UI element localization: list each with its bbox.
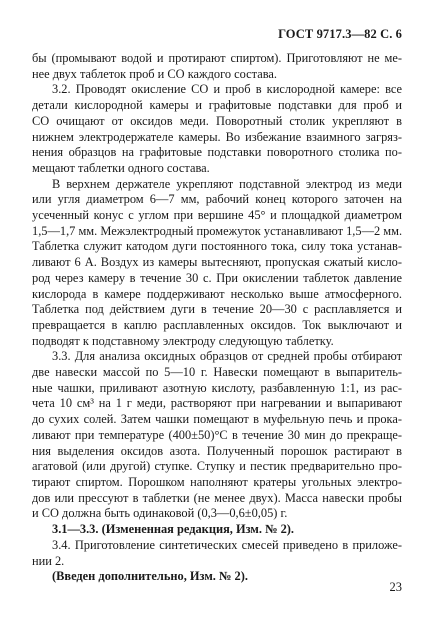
paragraph-continuation <box>32 51 402 82</box>
text-line: (Введен дополнительно, Изм. № 2). <box>52 569 248 584</box>
text-line: СО очищают от оксидов меди. Поворотный столик укрепляют в <box>32 113 402 128</box>
text-line: агатовой (или другой) ступке. Ступку и пестик предварительно про- <box>32 459 402 474</box>
addition-note <box>32 569 402 585</box>
text-line: детали кислородной камеры и графитовые подставки для проб и <box>32 98 402 113</box>
text-line: подводят к подставному электроду следующую таблетку. <box>32 333 334 348</box>
text-line: или угля диаметром 6—7 мм, рабочий конец которого заточен на <box>32 192 402 207</box>
text-line: ния выделения оксидов азота. Полученный порошок растирают в <box>32 443 402 458</box>
text-line: Таблетка служит катодом дуги постоянного тока, силу тока устанав- <box>32 239 402 254</box>
text-line: 3.2. Проводят окисление СО и проб в кислородной камере: все <box>52 82 402 97</box>
document-header: ГОСТ 9717.3—82 С. 6 <box>278 27 402 41</box>
text-line: нижнем электродержателе камеры. Во избежание взаимного загряз- <box>32 129 402 144</box>
text-line: мещают таблетки одного состава. <box>32 160 210 175</box>
text-line: чета 10 см³ на 1 г меди, растворяют при нагревании и выпаривают <box>32 396 402 411</box>
paragraph-3-2 <box>32 82 402 176</box>
text-line: и СО должна быть одинаковой (0,3—0,6±0,05) г. <box>32 506 288 521</box>
text-line: род через камеру в течение 30 с. При окислении таблеток давление <box>32 270 402 285</box>
text-line: до сухих солей. Затем чашки помещают в муфельную печь и прока- <box>32 412 402 427</box>
text-line: 3.4. Приготовление синтетических смесей приведено в приложе- <box>52 537 402 552</box>
text-line: 3.1—3.3. (Измененная редакция, Изм. № 2). <box>52 522 295 537</box>
text-line: нии 2. <box>32 553 65 568</box>
page-number: 23 <box>389 580 402 594</box>
text-line: ливают при температуре (400±50)°С в течение 30 мин до прекраще- <box>32 427 402 442</box>
text-line: 3.3. Для анализа оксидных образцов от средней пробы отбирают <box>52 349 402 364</box>
text-line: две навески массой по 5—10 г. Навески помещают в выпаритель- <box>32 365 402 380</box>
text-line: нее двух таблеток проб и СО каждого состава. <box>32 66 278 81</box>
text-line: кислорода в камере поддерживают несколько выше атмосферного. <box>32 286 402 301</box>
text-line: 1,5—1,7 мм. Межэлектродный промежуток устанавливают 1,5—2 мм. <box>32 223 403 238</box>
document-body <box>32 51 402 585</box>
amendment-note <box>32 522 402 538</box>
text-line: превращается в каплю расплавленных оксидов. Ток выключают и <box>32 317 402 332</box>
paragraph-upper-holder <box>32 177 402 350</box>
text-line: усеченный конус с углом при вершине 45° и площадкой диаметром <box>32 208 402 223</box>
text-line: бы (промывают водой и протирают спиртом). Приготовляют не ме- <box>32 51 402 65</box>
paragraph-3-4 <box>32 538 402 569</box>
text-line: тирают спиртом. Порошком наполняют кратеры угольных электро- <box>32 474 402 489</box>
text-line: ливают 6 А. Воздух из камеры вытесняют, пропуская сжатый кисло- <box>32 255 402 270</box>
text-line: нения образцов на графитовые подставки поворотного столика по- <box>32 145 402 160</box>
text-line: ные чашки, приливают азотную кислоту, разбавленную 1:1, из рас- <box>32 380 402 395</box>
text-line: Таблетка под действием дуги в течение 20—30 с расплавляется и <box>32 302 402 317</box>
text-line: В верхнем держателе укрепляют подставной электрод из меди <box>52 176 402 191</box>
paragraph-3-3 <box>32 349 402 522</box>
text-line: дов или прессуют в таблетки (не менее двух). Масса навески пробы <box>32 490 402 505</box>
